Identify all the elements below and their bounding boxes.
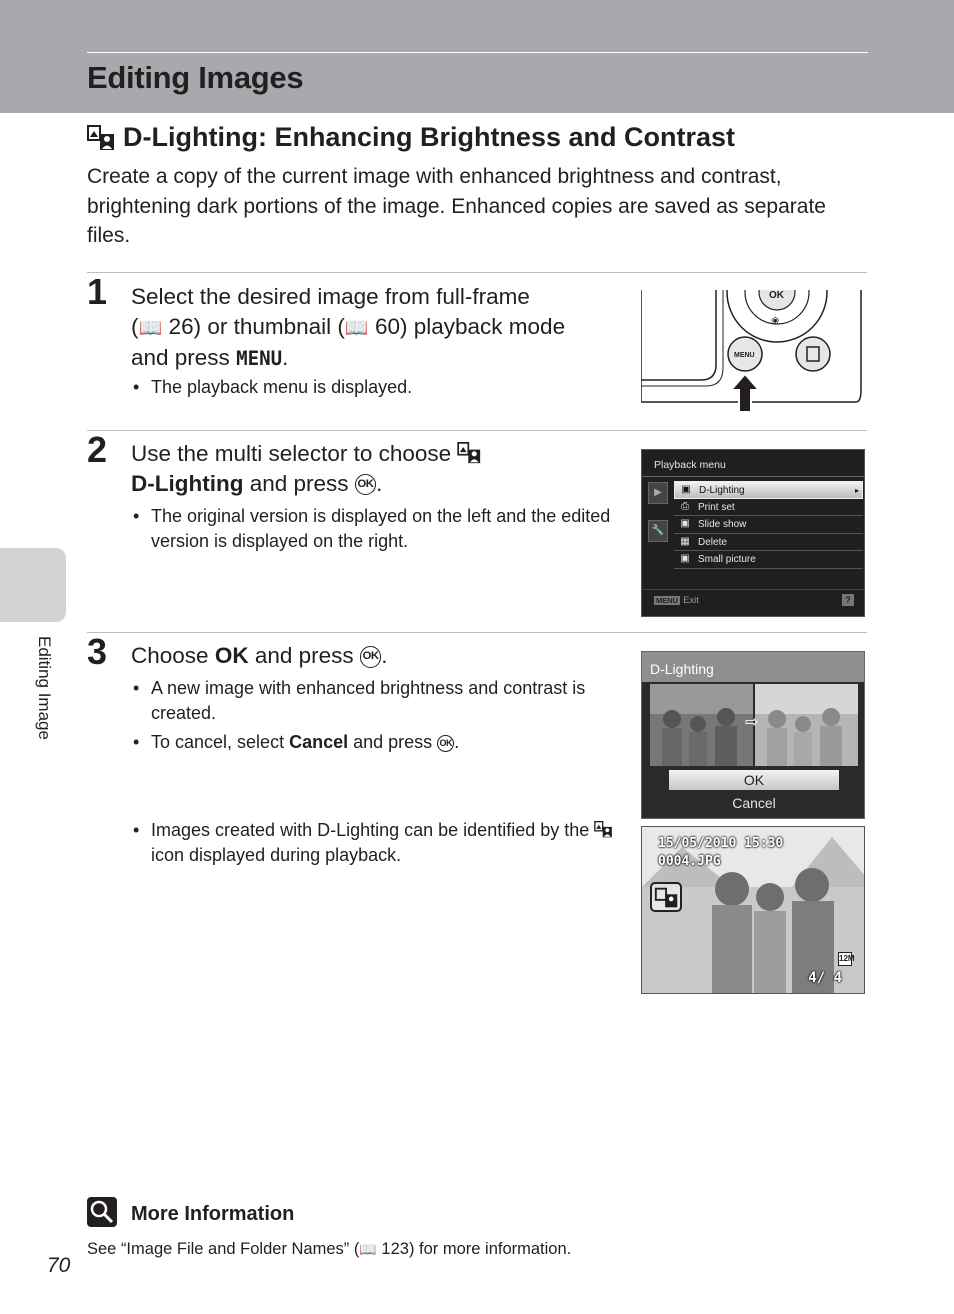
ok-button-glyph: OK bbox=[360, 646, 381, 667]
svg-text:OK: OK bbox=[769, 290, 784, 301]
book-icon: 📖 bbox=[344, 317, 369, 339]
step-3-bullets bbox=[131, 676, 621, 759]
menu-list bbox=[674, 481, 863, 569]
camera-back-illustration bbox=[641, 290, 863, 412]
header-band bbox=[0, 0, 954, 113]
intro-paragraph: Create a copy of the current image with enhanced brightness and contrast, brightening dark portions of the image. Enhanced copies are saved as separate files. bbox=[87, 165, 826, 247]
list-item: • To cancel, select Cancel and press OK . bbox=[131, 730, 621, 755]
screen-title: Playback menu bbox=[654, 459, 726, 471]
small-picture-icon: ▣ bbox=[680, 553, 690, 564]
menu-button-glyph: MENU bbox=[656, 596, 679, 605]
ok-option[interactable]: OK bbox=[669, 770, 839, 790]
step-2-number: 2 bbox=[87, 429, 108, 470]
step-2-bullets bbox=[131, 504, 621, 558]
section-title-text: D-Lighting: Enhancing Brightness and Contrast bbox=[123, 122, 735, 152]
magnifier-icon bbox=[87, 1197, 117, 1227]
section-title bbox=[87, 122, 735, 153]
ok-button-glyph: OK bbox=[355, 474, 376, 495]
menu-item-small-picture[interactable]: ▣ Small picture bbox=[674, 551, 863, 569]
page-ref[interactable]: 26 bbox=[168, 313, 194, 339]
frame-counter: 4/ 4 bbox=[808, 970, 842, 986]
list-item: • Images created with D-Lighting can be identified by the icon displayed during playback. bbox=[131, 818, 621, 868]
list-item: • The original version is displayed on the left and the edited version is displayed on the right. bbox=[131, 504, 621, 554]
more-info-text: See “Image File and Folder Names” (📖 123) for more information. bbox=[87, 1240, 572, 1258]
page-ref[interactable]: 60 bbox=[374, 313, 400, 339]
d-lighting-icon: ▣ bbox=[681, 484, 691, 495]
header-rule bbox=[87, 52, 868, 53]
wrench-icon[interactable]: 🔧 bbox=[648, 520, 668, 542]
menu-button-glyph: MENU bbox=[236, 347, 283, 370]
step-3-number: 3 bbox=[87, 631, 108, 672]
screen-title: D-Lighting bbox=[642, 652, 864, 682]
slideshow-icon: ▣ bbox=[680, 518, 690, 529]
playback-menu-screen bbox=[641, 449, 865, 617]
arrow-right-icon: ⇨ bbox=[745, 714, 759, 731]
book-icon: 📖 bbox=[138, 317, 163, 339]
step-1-number: 1 bbox=[87, 271, 108, 312]
d-lighting-indicator-icon bbox=[650, 882, 682, 912]
photo-filename: 0004.JPG bbox=[658, 854, 721, 869]
exit-hint: MENU Exit bbox=[656, 595, 699, 606]
playback-photo-screen bbox=[641, 826, 865, 994]
print-icon: ⎙ bbox=[681, 500, 689, 512]
original-image-preview bbox=[650, 684, 753, 766]
menu-item-slide-show[interactable]: ▣ Slide show bbox=[674, 516, 863, 534]
book-icon: 📖 bbox=[359, 1241, 377, 1257]
ok-button-glyph: OK bbox=[437, 735, 454, 752]
svg-text:❀: ❀ bbox=[771, 316, 780, 327]
trash-icon: ▦ bbox=[680, 535, 690, 547]
help-icon: ? bbox=[842, 594, 854, 606]
step-1-text: Select the desired image from full-frame (📖 26) or thumbnail (📖 60) playback mode and press MENU. bbox=[131, 284, 566, 370]
step-3-text: Choose OK and press OK . bbox=[131, 643, 388, 668]
page-title: Editing Images bbox=[87, 60, 304, 95]
divider bbox=[87, 632, 867, 633]
svg-text:MENU: MENU bbox=[734, 352, 755, 359]
d-lighting-icon bbox=[87, 125, 117, 151]
edited-image-preview bbox=[755, 684, 858, 766]
divider bbox=[87, 272, 867, 273]
d-lighting-icon bbox=[457, 441, 483, 466]
d-lighting-icon bbox=[594, 820, 614, 840]
step-3-note-bullets bbox=[131, 818, 621, 872]
cancel-option[interactable]: Cancel bbox=[732, 795, 776, 811]
step-2-text: Use the multi selector to choose D-Lighting and press OK . bbox=[131, 439, 621, 498]
menu-side-tabs bbox=[648, 482, 670, 590]
play-icon[interactable]: ▶ bbox=[648, 482, 668, 504]
chevron-right-icon: ▸ bbox=[854, 486, 859, 495]
list-item: • The playback menu is displayed. bbox=[131, 375, 621, 400]
more-info-title: More Information bbox=[131, 1203, 295, 1225]
side-tab bbox=[0, 548, 66, 622]
photo-date: 15/05/2010 15:30 bbox=[658, 836, 784, 851]
step-1-bullets bbox=[131, 375, 621, 404]
menu-item-delete[interactable]: ▦ Delete bbox=[674, 534, 863, 552]
menu-item-print-set[interactable]: ⎙ Print set bbox=[674, 499, 863, 517]
page-number: 70 bbox=[47, 1254, 71, 1277]
d-lighting-screen bbox=[641, 651, 865, 819]
page-ref[interactable]: 123 bbox=[381, 1240, 409, 1258]
list-item: • A new image with enhanced brightness and contrast is created. bbox=[131, 676, 621, 726]
side-tab-label: Editing Image bbox=[35, 636, 54, 740]
divider bbox=[87, 430, 867, 431]
menu-item-d-lighting[interactable]: ▣ D-Lighting ▸ bbox=[674, 481, 863, 499]
image-size-badge: 12M bbox=[838, 952, 852, 966]
